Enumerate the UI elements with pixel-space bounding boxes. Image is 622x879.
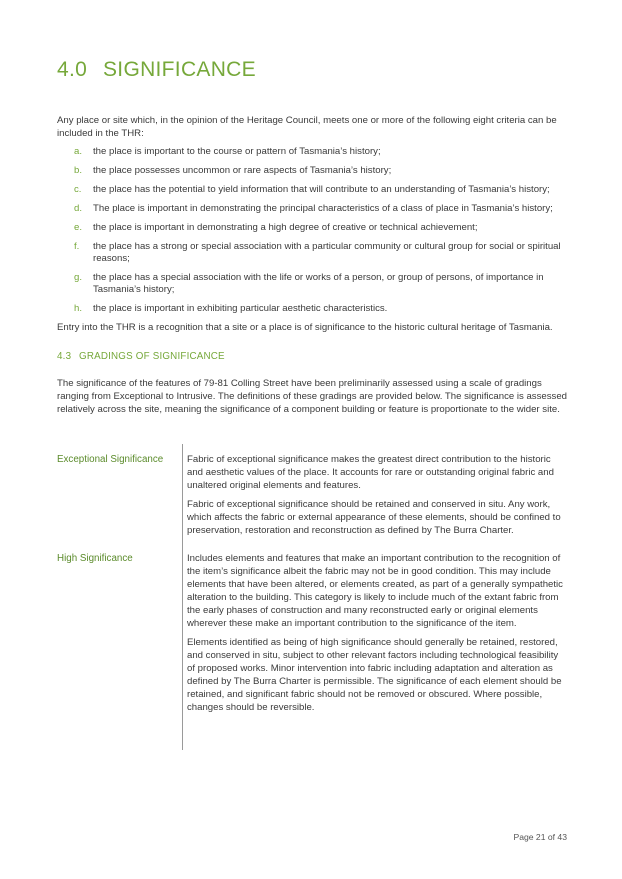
criteria-item: f. the place has a strong or special association with a particular community or cultural group for social or spiritual reasons; [74,241,561,264]
criteria-item: e. the place is important in demonstrating a high degree of creative or technical achievement; [74,222,478,233]
criteria-list [57,146,567,315]
grade-label: High Significance [57,553,133,564]
criteria-intro: Any place or site which, in the opinion of the Heritage Council, meets one or more of the following eight criteria can be included in the THR: [57,115,557,139]
grade-paragraph: Includes elements and features that make an important contribution to the recognition of the item’s significance albeit the fabric may not be in good condition. This may include elements that have been altered, or elements created, as part of a generally sympathetic alteration to the building. This category is likely to include much of the extant fabric from the early phases of construction and many reconstructed early or original elements wherever these make an important contribution to the significance of the item. [187,553,563,629]
grade-paragraph: Elements identified as being of high significance should generally be retained, restored, and conserved in situ, subject to other relevant factors including technological feasibility of proposed works. Minor intervention into fabric including adaptation and alteration as defined by The Burra Charter is permissible. The significance of each element should be retained, and significant fabric should not be removed or obscured. Where possible, changes should be reversible. [187,637,562,713]
criteria-item: a. the place is important to the course or pattern of Tasmania’s history; [74,146,381,157]
section-number: 4.0 [57,58,88,81]
grade-description [182,444,563,543]
criteria-item: h. the place is important in exhibiting particular aesthetic characteristics. [74,303,388,314]
subsection-number: 4.3 [57,351,72,362]
document-page [57,58,567,720]
subsection-heading [57,351,567,362]
criteria-item: d. The place is important in demonstrating the principal characteristics of a class of place in Tasmania’s history; [74,203,553,214]
criteria-item: b. the place possesses uncommon or rare aspects of Tasmania’s history; [74,165,392,176]
criteria-item: c. the place has the potential to yield information that will contribute to an understanding of Tasmania’s history; [74,184,550,195]
grade-description [182,543,563,720]
thr-entry-note: Entry into the THR is a recognition that a site or a place is of significance to the historic cultural heritage of Tasmania. [57,322,553,333]
grade-paragraph: Fabric of exceptional significance makes the greatest direct contribution to the historic and aesthetic values of the place. It accounts for rare or outstanding original fabric and unaltered original elements and features. [187,454,554,491]
section-heading [57,58,567,82]
grade-label: Exceptional Significance [57,454,164,465]
gradings-table [57,444,567,720]
gradings-intro: The significance of the features of 79-81 Colling Street have been preliminarily assessed using a scale of gradings ranging from Exceptional to Intrusive. The definitions of these gradings are provided below. The significance is assessed relatively across the site, meaning the significance of a component building or feature is proportionate to the wider site. [57,378,568,415]
section-title: SIGNIFICANCE [103,58,256,81]
page-number: Page 21 of 43 [513,832,567,842]
grade-row-exceptional [57,444,567,543]
grade-paragraph: Fabric of exceptional significance should be retained and conserved in situ. Any work, which affects the fabric or external appearance of these elements, should be confined to preservation, restoration and reconstruction as defined by The Burra Charter. [187,499,561,536]
grade-row-high [57,543,567,720]
criteria-item: g. the place has a special association with the life or works of a person, or group of persons, of importance in Tasmania’s history; [74,272,544,295]
subsection-title: GRADINGS OF SIGNIFICANCE [79,351,225,362]
